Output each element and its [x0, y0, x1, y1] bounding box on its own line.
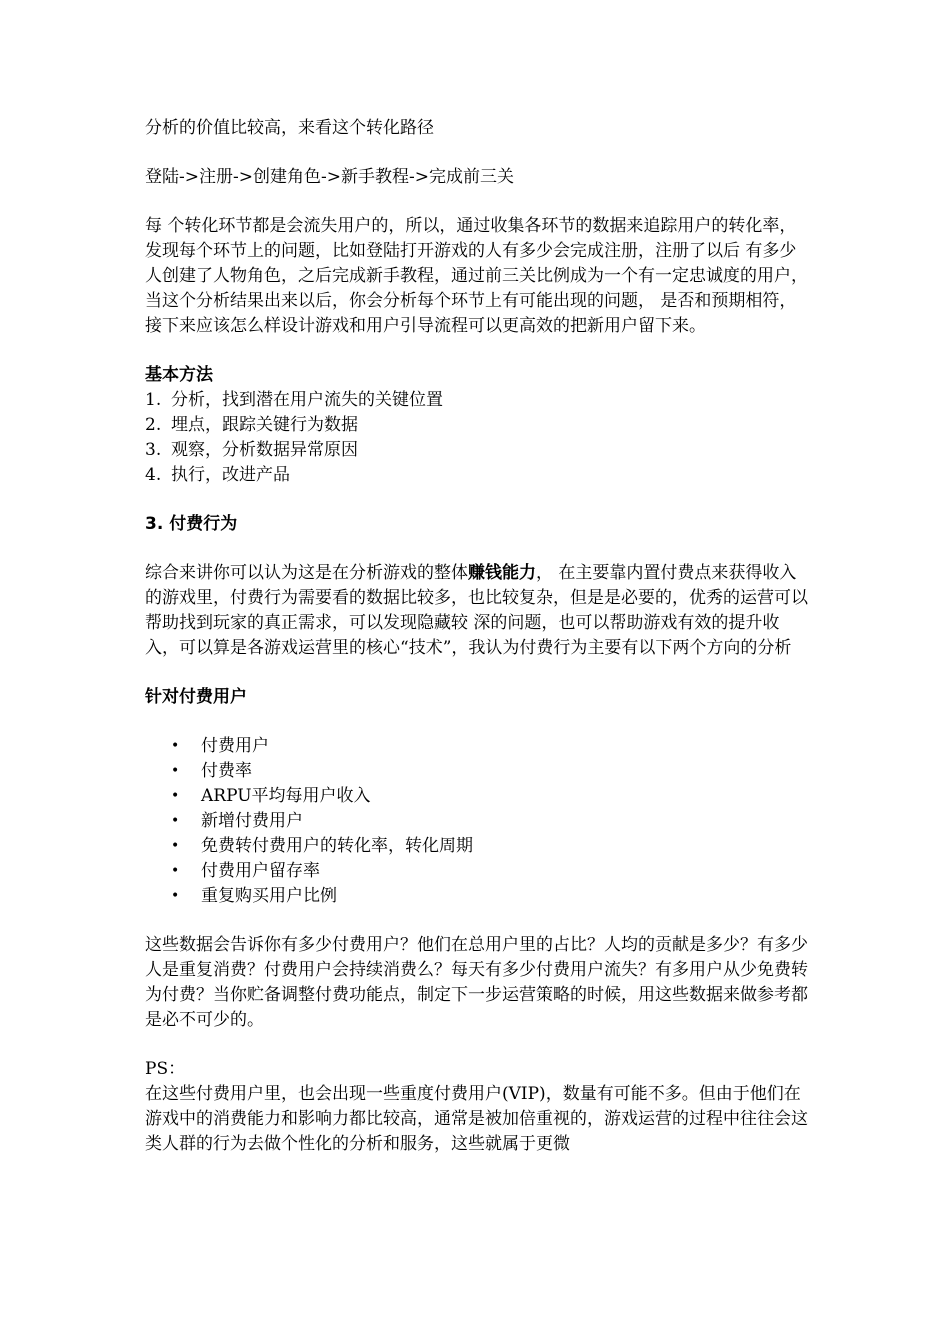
list-item: [145, 759, 810, 784]
list-item: [145, 734, 810, 759]
list-item: [145, 463, 810, 488]
list-item: [145, 784, 810, 809]
ps-section: [145, 1057, 810, 1157]
bullet-icon: •: [171, 788, 180, 804]
list-item-text: 付费用户: [201, 736, 269, 756]
bullet-icon: •: [171, 813, 180, 829]
list-item-text: 埋点，跟踪关键行为数据: [171, 415, 358, 435]
bullet-icon: •: [171, 738, 180, 754]
basic-methods-heading: 基本方法: [145, 365, 213, 385]
list-item-text: 付费用户留存率: [201, 861, 320, 881]
conversion-path: 登陆->注册->创建角色->新手教程->完成前三关: [145, 167, 514, 187]
ps-text: 在这些付费用户里，也会出现一些重度付费用户(VIP)，数量有可能不多。但由于他们在游戏中的消费能力和影响力都比较高，通常是被加倍重视的，游戏运营的过程中往往会这类人群的行为去做个性化的分析和服务，这些就属于更微: [145, 1084, 808, 1154]
payment-text-before: 综合来讲你可以认为这是在分析游戏的整体: [145, 563, 468, 583]
paying-users-list: [145, 734, 810, 909]
payment-heading: 3. 付费行为: [145, 514, 238, 534]
document-page: [145, 116, 810, 1157]
bullet-icon: •: [171, 888, 180, 904]
basic-methods-section: [145, 363, 810, 488]
list-item: [145, 859, 810, 884]
list-item-text: 付费率: [201, 761, 252, 781]
list-item-text: 观察，分析数据异常原因: [171, 440, 358, 460]
list-item: [145, 413, 810, 438]
payment-text-bold: 赚钱能力: [468, 563, 536, 583]
list-item: [145, 388, 810, 413]
list-item-text: 新增付费用户: [201, 811, 303, 831]
list-item-text: 执行，改进产品: [171, 465, 290, 485]
bullet-icon: •: [171, 763, 180, 779]
list-item: [145, 834, 810, 859]
paying-users-heading: 针对付费用户: [145, 687, 247, 707]
list-item: [145, 809, 810, 834]
conversion-paragraph: 每 个转化环节都是会流失用户的，所以，通过收集各环节的数据来追踪用户的转化率，发现每个环节上的问题，比如登陆打开游戏的人有多少会完成注册，注册了以后 有多少人创建了人物角色，之后完成新手教程，通过前三关比例成为一个有一定忠诚度的用户，当这个分析结果出来以后，你会分析每个环节上有可能出现的问题， 是否和预期相符，接下来应该怎么样设计游戏和用户引导流程可以更高效的把新用户留下来。: [145, 216, 808, 336]
list-item-number: 1.: [145, 390, 162, 410]
list-item: [145, 884, 810, 909]
list-item-text: 分析，找到潜在用户流失的关键位置: [171, 390, 443, 410]
payment-text-after: ， 在主要靠内置付费点来获得收入的游戏里，付费行为需要看的数据比较多，也比较复杂，但是是必要的，优秀的运营可以帮助找到玩家的真正需求，可以发现隐藏较 深的问题，也可以帮助游戏有效的提升收入，可以算是各游戏运营里的核心“技术”，我认为付费行为主要有以下两个方向的分析: [145, 563, 808, 658]
payment-paragraph: [145, 561, 810, 661]
bullet-icon: •: [171, 838, 180, 854]
bullet-icon: •: [171, 863, 180, 879]
list-item: [145, 438, 810, 463]
basic-methods-list: [145, 388, 810, 488]
list-item-text: ARPU平均每用户收入: [201, 786, 371, 806]
list-item-number: 2.: [145, 415, 162, 435]
ps-label: PS：: [145, 1059, 186, 1079]
paying-users-summary: 这些数据会告诉你有多少付费用户？他们在总用户里的占比？人均的贡献是多少？有多少人是重复消费？付费用户会持续消费么？每天有多少付费用户流失？有多用户从少免费转为付费？当你贮备调整付费功能点，制定下一步运营策略的时候，用这些数据来做参考都是必不可少的。: [145, 935, 808, 1030]
list-item-number: 4.: [145, 465, 162, 485]
list-item-text: 重复购买用户比例: [201, 886, 337, 906]
list-item-text: 免费转付费用户的转化率，转化周期: [201, 836, 473, 856]
list-item-number: 3.: [145, 440, 162, 460]
intro-line: 分析的价值比较高，来看这个转化路径: [145, 118, 434, 138]
